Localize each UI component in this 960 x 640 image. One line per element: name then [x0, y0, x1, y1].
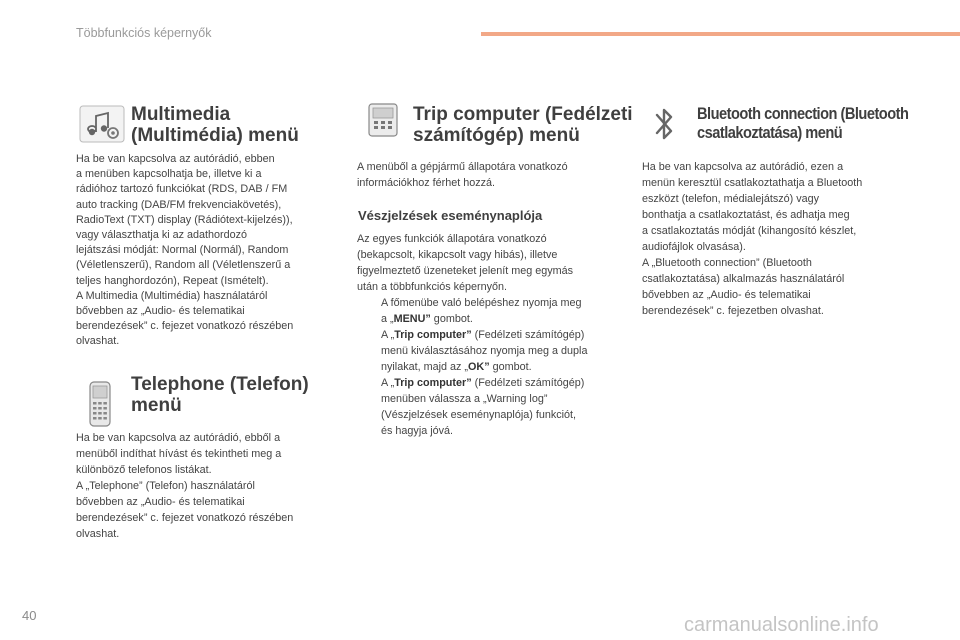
trip-computer-icon	[366, 100, 400, 145]
telephone-body: Ha be van kapcsolva az autórádió, ebből a menüből indíthat hívást és tekintheti meg a különböző telefonos listákat. A „Telephone” (Telefon) használatáról bővebben az „Audio- és telematikai berendezések” c. fejezet vonatkozó részében olvashat.	[76, 432, 294, 540]
bluetooth-title: Bluetooth connection (Bluetooth csatlakoztatása) menü	[697, 104, 909, 143]
trip-computer-title: Trip computer (Fedélzeti számítógép) menü	[413, 104, 633, 147]
warning-log-subheading: Vészjelzések eseménynaplója	[358, 208, 543, 223]
trip-body: Az egyes funkciók állapotára vonatkozó (bekapcsolt, kikapcsolt vagy hibás), illetve figyelmeztető üzeneteket jelenít meg egymás után a többfunkciós képernyőn. A főmenübe való belépéshez nyomja meg a „MENU” gombot. A „Trip computer” (Fedélzeti számítógép) menü kiválasztásához nyomja meg a dupla nyilakat, majd az „OK” gombot. A „Trip computer” (Fedélzeti számítógép) menüben válassza a „Warning log” (Vészjelzések eseménynaplója) funkciót, és hagyja jóvá.	[357, 231, 627, 439]
trip-intro: A menüből a gépjármű állapotára vonatkozó információkhoz férhet hozzá.	[357, 161, 568, 189]
trip-steps	[357, 295, 627, 439]
multimedia-body: Ha be van kapcsolva az autórádió, ebben a menüben kapcsolhatja be, illetve ki a rádióhoz tartozó funkciókat (RDS, DAB / FM auto tracking (DAB/FM frekvenciakövetés), RadioText (TXT) display (Rádiótext-kijelzés)), vagy választhatja ki az adathordozó lejátszási módját: Normal (Normál), Random (Véletlenszerű), Random all (Véletlenszerű a teljes hanghordozón), Repeat (Ismételt). A Multimedia (Multimédia) használatáról bővebben az „Audio- és telematikai berendezések” c. fejezet vonatkozó részében olvashat.	[76, 153, 294, 348]
music-note-gear-icon	[78, 104, 126, 149]
telephone-title: Telephone (Telefon) menü	[131, 374, 309, 417]
mobile-phone-icon	[86, 380, 114, 433]
watermark: carmanualsonline.info	[684, 614, 879, 636]
header-accent-bar	[481, 32, 960, 36]
step-item: A „Trip computer” (Fedélzeti számítógép) menüben válassza a „Warning log” (Vészjelzések eseménynaplója) funkciót, és hagyja jóvá.	[381, 377, 585, 437]
bluetooth-body: Ha be van kapcsolva az autórádió, ezen a menün keresztül csatlakoztathatja a Bluetooth eszközt (telefon, médialejátszó) vagy bonthatja a csatlakoztatást, és adhatja meg a csatlakoztatás módját (kihangosító készlet, audiofájlok olvasása). A „Bluetooth connection” (Bluetooth csatlakoztatása) alkalmazás használatáról bővebben az „Audio- és telematikai berendezések” c. fejezetben olvashat.	[642, 161, 863, 317]
bluetooth-icon	[652, 104, 676, 149]
running-header: Többfunkciós képernyők	[76, 26, 212, 40]
multimedia-title: Multimedia (Multimédia) menü	[131, 104, 299, 147]
page-number: 40	[22, 608, 37, 623]
step-item: A „Trip computer” (Fedélzeti számítógép) menü kiválasztásához nyomja meg a dupla nyilakat, majd az „OK” gombot.	[381, 329, 588, 373]
step-item: A főmenübe való belépéshez nyomja meg a „MENU” gombot.	[381, 297, 582, 325]
